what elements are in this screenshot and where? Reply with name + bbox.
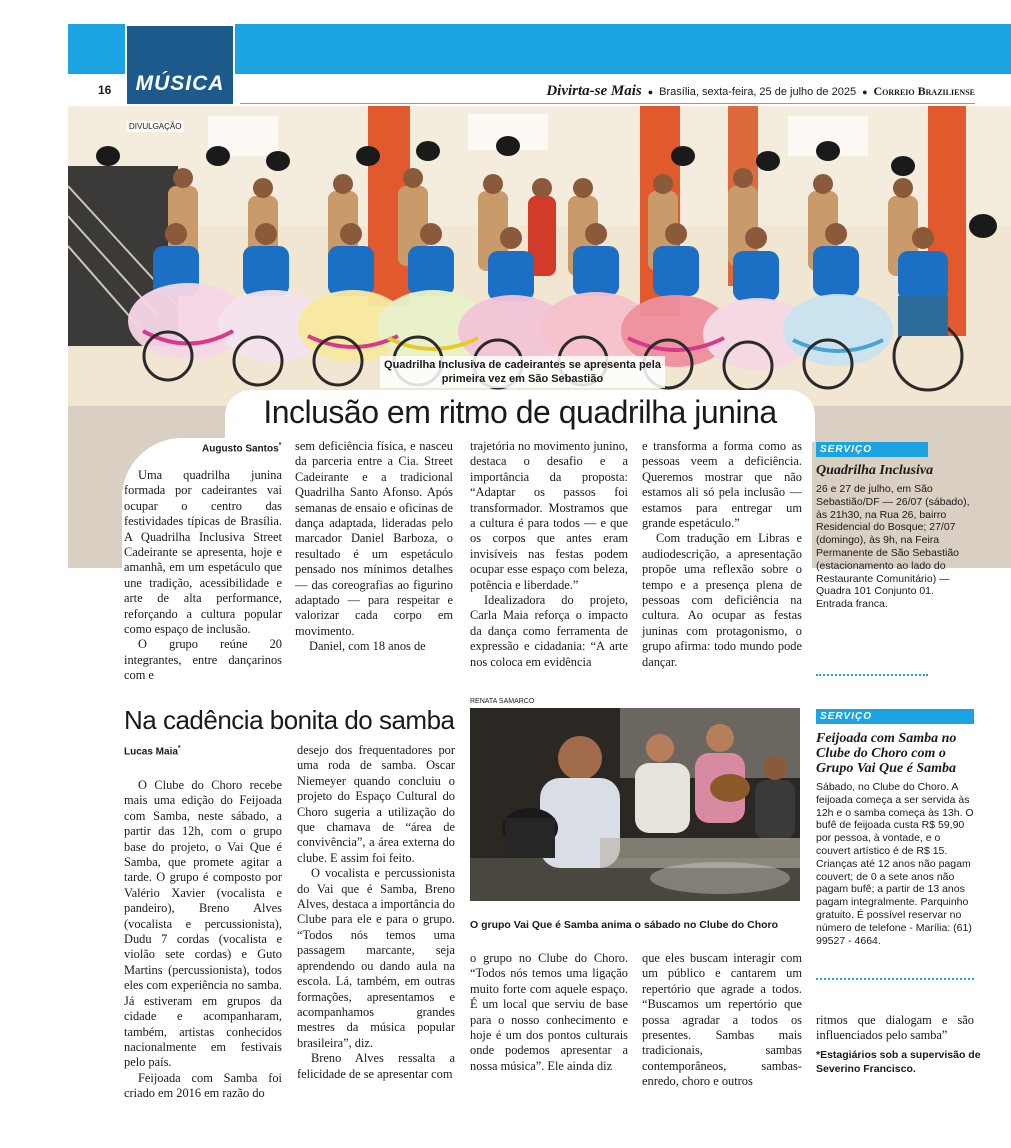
header-line	[240, 80, 975, 104]
footnote: *Estagiários sob a supervisão de Severino Francisco.	[816, 1049, 981, 1075]
author-mark: *	[278, 442, 282, 449]
page-number: 16	[98, 83, 112, 97]
paragraph: O vocalista e percussionista do Vai que é Samba, Breno Alves, destaca a importância do Clube para ele e para o grupo. “Todos nós temos uma passagem marcante, seja aprendendo ou dando aula na escola. Lá, também, em outras formações, apresentamos e acompanhamos grandes mestres da música popular brasileira”, diz.	[297, 866, 455, 1050]
dotted-divider	[816, 978, 974, 980]
paragraph: O grupo reúne 20 integrantes, entre dançarinos com e	[124, 637, 282, 683]
bullet-icon: ●	[647, 86, 654, 97]
section-tab	[125, 24, 235, 106]
article-column-2	[295, 439, 453, 655]
paragraph: Daniel, com 18 anos de	[309, 639, 426, 654]
byline	[202, 442, 281, 454]
paragraph: Feijoada com Samba foi criado em 2016 em razão do	[124, 1070, 282, 1101]
paragraph: Idealizadora do projeto, Carla Maia reforça o impacto da dança como ferramenta de expressão e cidadania: “A arte nos coloca em evidência	[470, 593, 628, 669]
samba-photo-illustration	[470, 708, 800, 901]
article-column-5	[816, 1013, 974, 1044]
paragraph: desejo dos frequentadores por uma roda de samba. Oscar Niemeyer quando concluiu o projeto do Espaço Cultural do Choro sugeria a utilização do que chamava de “área de convivência”, a área externa do clube. E assim foi feito.	[297, 743, 455, 865]
article-column-3	[470, 439, 628, 670]
newspaper-name: Correio Braziliense	[873, 84, 975, 98]
article-column-1	[124, 468, 282, 684]
article-column-2	[297, 743, 455, 1082]
service-tag: SERVIÇO	[816, 442, 928, 457]
edition-date: Brasília, sexta-feira, 25 de julho de 2025	[659, 85, 857, 98]
article-headline: Inclusão em ritmo de quadrilha junina	[263, 394, 777, 430]
service-tag: SERVIÇO	[816, 709, 974, 724]
photo-caption: Quadrilha Inclusiva de cadeirantes se apresenta pela primeira vez em São Sebastião	[380, 356, 665, 388]
service-title: Feijoada com Samba no Clube do Choro com o Grupo Vai Que é Samba	[816, 731, 957, 776]
paragraph: que eles buscam interagir com um público e cantarem um repertório que agrade a todos. “Buscamos um repertório que possa agradar a todos os presentes. Sambas mais tradicionais, sambas contemporâneos, sambas-enredo, choro e outros	[642, 951, 802, 1089]
author-name: Augusto Santos	[202, 443, 279, 455]
samba-photo	[470, 708, 800, 901]
article-column-4	[642, 439, 802, 670]
photo-credit: RENATA SAMARCO	[470, 698, 535, 705]
photo-caption: O grupo Vai Que é Samba anima o sábado no Clube do Choro	[470, 919, 779, 931]
article-column-4	[642, 951, 802, 1090]
byline	[124, 745, 181, 757]
paragraph: o grupo no Clube do Choro. “Todos nós temos uma ligação muito forte com aquele espaço. É um local que serviu de base para o nosso conhecimento e hoje é um dos pontos culturais onde podemos apresentar a nossa música”. Ele ainda diz	[470, 951, 628, 1073]
paragraph: Com tradução em Libras e audiodescrição, a apresentação propõe uma reflexão sobre o tempo e a presença plena de pessoas com deficiência na cultura. Ao ocupar as festas juninas com protagonismo, o grupo afirma: todo mundo pode dançar.	[642, 531, 802, 669]
paragraph: O Clube do Choro recebe mais uma edição do Feijoada com Samba, neste sábado, a partir das 12h, com o grupo base do projeto, o Vai Que é Samba, que promete agitar a tarde. O grupo é composto por Valério Xavier (vocalista e pandeiro), Breno Alves (vocalista e percussionista), Dudu 7 cordas (vocalista e violão sete cordas) e Guto Martins (percussionista), todos eles com experiência no samba. Já estiveram em grupos da cidade e acompanharam, também, artistas conhecidos nacionalmente em festivais pelo país.	[124, 778, 282, 1070]
service-title: Quadrilha Inclusiva	[816, 463, 934, 478]
paragraph: sem deficiência física, e nasceu da parceria entre a Cia. Street Cadeirante e a tradicional Quadrilha Santo Afonso. Após semanas de ensaio e oficinas de dança adaptada, lideradas pelo marcador Daniel Barboza, o resultado é um espetáculo pensado nos mínimos detalhes — das coreografias ao figurino adaptado — para respeitar e valorizar cada corpo em movimento.	[295, 439, 453, 638]
paragraph: e transforma a forma como as pessoas veem a deficiência. Queremos mostrar que não estamos ali só pela inclusão — estamos para entregar um grande espetáculo.”	[642, 439, 802, 531]
paragraph: ritmos que dialogam e são influenciados pelo samba”	[816, 1013, 974, 1043]
author-name: Lucas Maia	[124, 746, 178, 758]
paragraph: trajetória no movimento junino, destaca o desafio e a importância da proposta: “Adaptar os passos foi transformador. Mostramos que a cultura é para todos — e que os corpos que antes eram invisíveis nas festas podem ocupar esse espaço com beleza, potência e liberdade.”	[470, 439, 628, 592]
article-column-3	[470, 951, 628, 1074]
author-mark: *	[177, 745, 181, 752]
service-text: Sábado, no Clube do Choro. A feijoada começa a ser servida às 12h e o samba começa às 13h. O bufê de feijoada custa R$ 59,90 por pessoa, à vontade, e o couvert artístico é de R$ 15. Crianças até 12 anos não pagam couvert; de 0 a sete anos não pagam bufê; a partir de 13 anos pagam integralmente. Parquinho gratuito. É possível reservar no número de telefone - Marília: (61) 99527 - 4664.	[816, 781, 974, 947]
service-text: 26 e 27 de julho, em São Sebastião/DF — 26/07 (sábado), às 21h30, na Rua 26, bairro Residencial do Bosque; 27/07 (domingo), às 9h, na Feira Permanente de São Sebastião (estacionamento ao lado do Restaurante Comunitário) — Quadra 101 Conjunto 01. Entrada franca.	[816, 483, 970, 611]
paragraph: Breno Alves ressalta a felicidade de se apresentar com	[297, 1051, 455, 1081]
photo-credit: DIVULGAÇÃO	[126, 121, 184, 132]
article-headline: Na cadência bonita do samba	[124, 705, 455, 735]
bullet-icon: ●	[862, 86, 868, 97]
section-label: MÚSICA	[135, 72, 225, 95]
supplement-name: Divirta-se Mais	[546, 83, 642, 99]
dotted-divider	[816, 674, 928, 676]
article-column-1	[124, 778, 282, 1102]
paragraph: Uma quadrilha junina formada por cadeirantes vai ocupar o centro das festividades típicas de Brasília. A Quadrilha Inclusiva Street Cadeirante se apresenta, hoje e amanhã, em um espetáculo que une tradição, acessibilidade e arte de alta performance, reforçando a cultura popular como espaço de inclusão.	[124, 468, 282, 637]
